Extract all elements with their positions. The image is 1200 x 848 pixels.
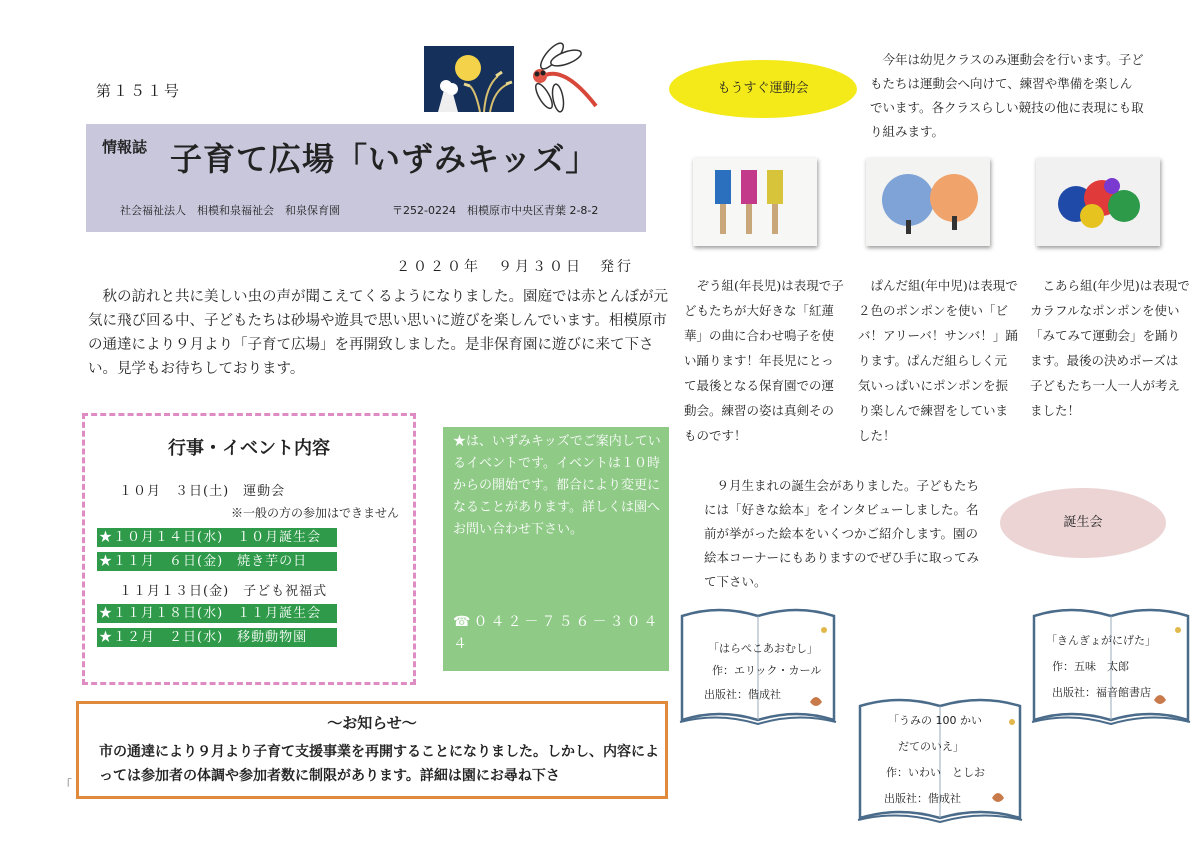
event-blessing: １１月１３日(金) 子ども祝福式 bbox=[119, 584, 328, 599]
birthday-badge: 誕生会 bbox=[1000, 488, 1166, 558]
event-highlight: ★１１月１８日(水) １１月誕生会 bbox=[97, 604, 337, 623]
sports-day-badge: もうすぐ運動会 bbox=[669, 60, 857, 118]
zou-class-text: ぞう組(年長児)は表現で子どもたちが大好きな「紅蓮華」の曲に合わせ鳴子を使い踊ります！年長児にとって最後となる保育園での運動会。練習の姿は真剣そのものです！ bbox=[684, 278, 844, 443]
photo-naruko bbox=[693, 158, 817, 246]
masthead-organization: 社会福祉法人 相模和泉福祉会 和泉保育園 bbox=[120, 204, 340, 217]
birthday-text: ９月生まれの誕生会がありました。子どもたちには「好きな絵本」をインタビューしました。名前が挙がった絵本をいくつかご紹介します。園の絵本コーナーにもありますのでぜひ手に取ってみて下さい。 bbox=[704, 478, 980, 589]
events-title: 行事・イベント内容 bbox=[168, 438, 330, 459]
issue-number: 第１５１号 bbox=[96, 82, 182, 100]
event-info-text: ★は、いずみキッズでご案内しているイベントです。イベントは１０時からの開始です。都合により変更になることがあります。詳しくは園へお問い合わせ下さい。 bbox=[453, 434, 661, 537]
event-info-box bbox=[443, 427, 669, 671]
koala-class-text: こあら組(年少児)は表現でカラフルなポンポンを使い「みてみて運動会」を踊ります。最後の決めポーズは子どもたち一人一人が考えました！ bbox=[1030, 278, 1190, 418]
sports-day-text: 今年は幼児クラスのみ運動会を行います。子どもたちは運動会へ向けて、練習や準備を楽しんでいます。各クラスらしい競技の他に表現にも取り組みます。 bbox=[870, 52, 1144, 139]
book-title: 「きんぎょがにげた」 bbox=[1046, 634, 1156, 647]
book-card bbox=[852, 694, 1028, 832]
notice-box bbox=[76, 701, 668, 799]
dragonfly-illustration bbox=[522, 42, 604, 114]
book-publisher: 出版社：偕成社 bbox=[884, 792, 961, 805]
book-publisher: 出版社：偕成社 bbox=[704, 688, 781, 701]
masthead bbox=[86, 124, 646, 232]
masthead-label: 情報誌 bbox=[102, 138, 148, 156]
masthead-address: 〒252-0224 相模原市中央区青葉 2-8-2 bbox=[392, 204, 599, 217]
masthead-title: 子育て広場「いずみキッズ」 bbox=[170, 140, 599, 178]
book-author: 作：いわい としお bbox=[886, 766, 985, 779]
event-highlight: ★１２月 ２日(水) 移動動物園 bbox=[97, 628, 337, 647]
panda-class-text: ぱんだ組(年中児)は表現で２色のポンポンを使い「ビバ！アリーバ！サンバ！」踊ります。ぱんだ組らしく元気いっぱいにポンポンを振り楽しんで練習をしていました！ bbox=[858, 278, 1018, 443]
moon-viewing-illustration bbox=[424, 46, 514, 112]
phone-number: ☎０４２－７５６－３０４４ bbox=[453, 614, 661, 652]
intro-paragraph: 秋の訪れと共に美しい虫の声が聞こえてくるようになりました。園庭では赤とんぼが元気に飛び回る中、子どもたちは砂場や遊具で思い思いに遊びを楽しんでいます。相模原市の通達により９月より「子育て広場」を再開致しました。是非保育園に遊びに来て下さい。見学もお待ちしております。 bbox=[88, 289, 668, 377]
book-author: 作：五味 太郎 bbox=[1052, 660, 1129, 673]
stray-mark: 「 bbox=[60, 778, 73, 792]
event-sports-day: １０月 ３日(土) 運動会 bbox=[119, 484, 286, 499]
book-card bbox=[1026, 604, 1196, 734]
issue-date: ２０２０年 ９月３０日 発行 bbox=[396, 259, 634, 275]
event-highlight: ★１０月１４日(水) １０月誕生会 bbox=[97, 528, 337, 547]
event-highlight: ★１１月 ６日(金) 焼き芋の日 bbox=[97, 552, 337, 571]
book-title: 「はらぺこあおむし」 bbox=[708, 642, 818, 655]
notice-title: ～お知らせ～ bbox=[327, 714, 417, 732]
book-publisher: 出版社：福音館書店 bbox=[1052, 686, 1151, 699]
notice-body: 市の通達により９月より子育て支援事業を再開することになりました。しかし、内容によっては参加者の体調や参加者数に制限があります。詳細は園にお尋ね下さ bbox=[99, 744, 659, 784]
photo-pompoms bbox=[866, 158, 990, 246]
event-note: ※一般の方の参加はできません bbox=[231, 506, 400, 520]
book-author: 作：エリック・カール bbox=[712, 664, 822, 677]
book-title-2: だてのいえ」 bbox=[898, 740, 964, 753]
book-card bbox=[674, 604, 842, 734]
photo-colorful-pompoms bbox=[1036, 158, 1160, 246]
book-title: 「うみの 100 かい bbox=[888, 714, 982, 727]
events-box bbox=[82, 413, 416, 685]
